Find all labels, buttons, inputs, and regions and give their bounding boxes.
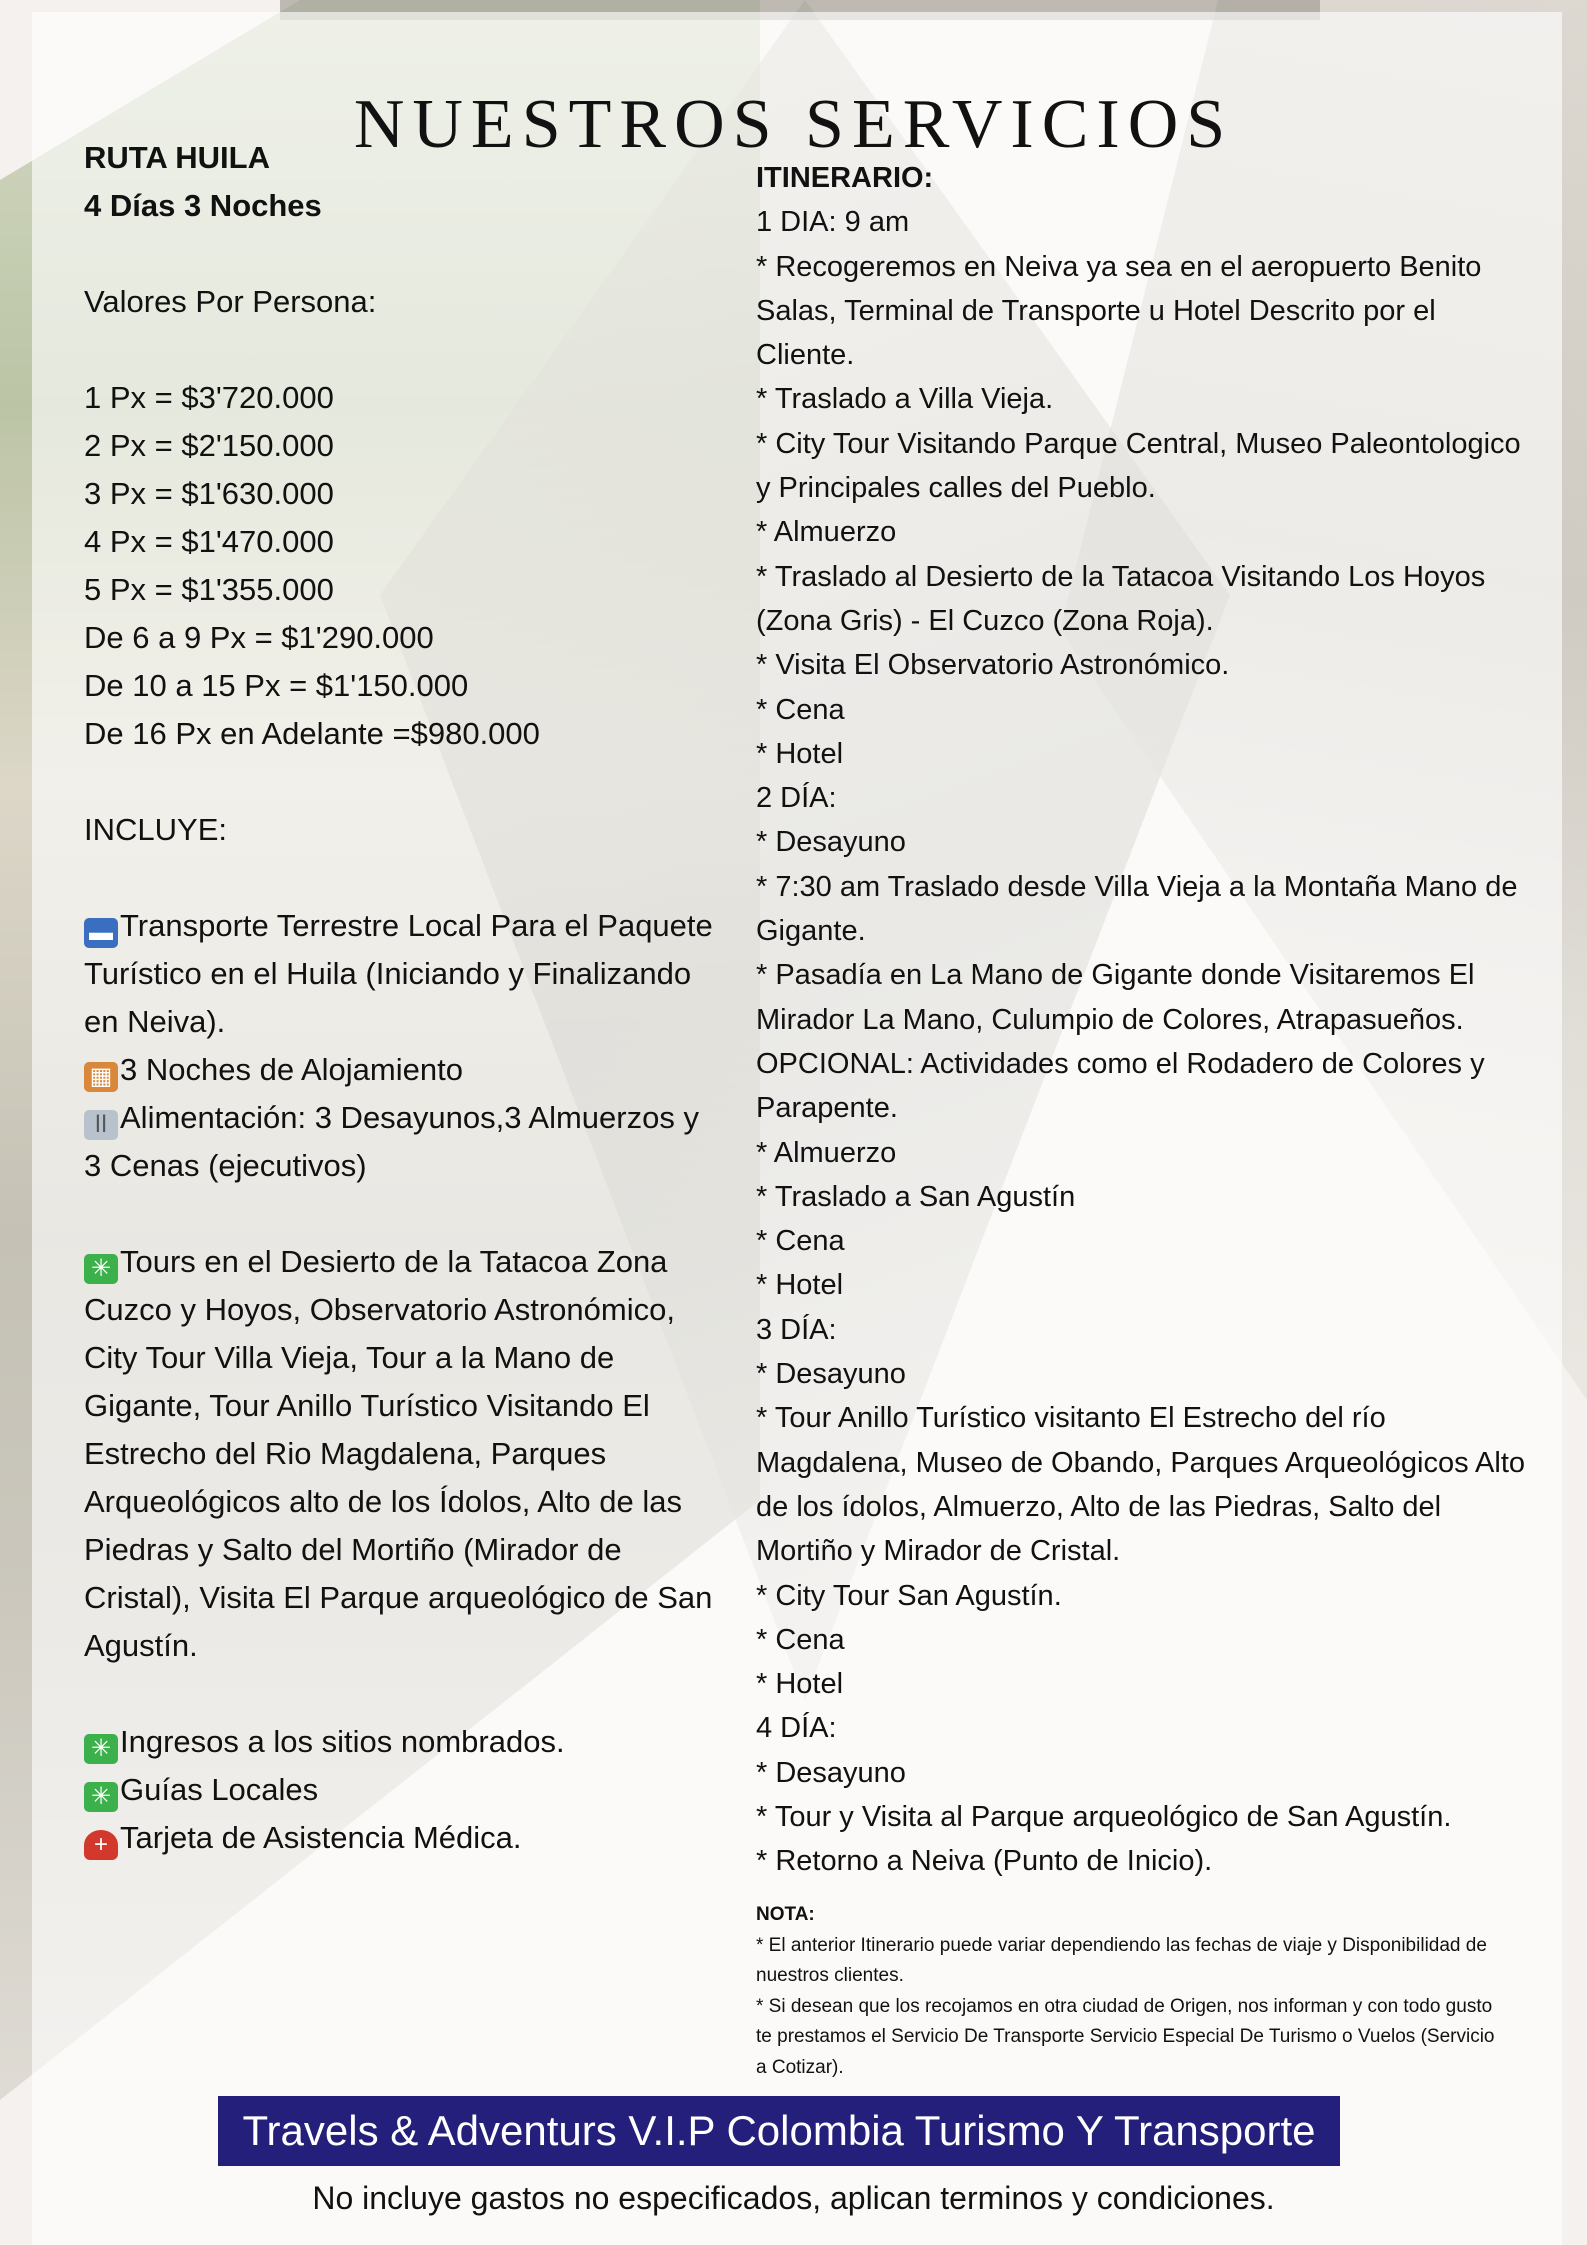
- itinerary-line: 3 DÍA:: [756, 1313, 837, 1346]
- sparkle-icon: ✳: [84, 1782, 118, 1812]
- sparkle-icon: ✳: [84, 1734, 118, 1764]
- itinerary-line: * Pasadía en La Mano de Gigante donde Visitaremos El Mirador La Mano, Culumpio de Colores, Atrapasueños.: [756, 959, 1475, 1036]
- itinerary-line: * City Tour Visitando Parque Central, Museo Paleontologico y Principales calles del Pueblo.: [756, 427, 1521, 505]
- note-line: * El anterior Itinerario puede variar dependiendo las fechas de viaje y Disponibilidad de nuestros clientes.: [756, 1934, 1487, 1986]
- itinerary-line: * Almuerzo: [756, 1136, 897, 1169]
- note-section: [756, 1900, 1496, 2083]
- price-item: 3 Px = $1'630.000: [84, 476, 334, 511]
- itinerary-line: * Traslado al Desierto de la Tatacoa Visitando Los Hoyos (Zona Gris) - El Cuzco (Zona Roja).: [756, 560, 1486, 637]
- itinerary-line: * Visita El Observatorio Astronómico.: [756, 649, 1230, 682]
- route-duration: 4 Días 3 Noches: [84, 188, 322, 223]
- itinerary-line: 2 DÍA:: [756, 782, 837, 815]
- itinerary-line: 1 DIA: 9 am: [756, 206, 910, 239]
- itinerary-line: * Almuerzo: [756, 516, 897, 549]
- itinerary-line: * Recogeremos en Neiva ya sea en el aeropuerto Benito Salas, Terminal de Transporte u Hotel Descrito por el Cliente.: [756, 250, 1482, 372]
- itinerary-line: * Hotel: [756, 1668, 844, 1701]
- itinerary-line: * Traslado a San Agustín: [756, 1180, 1076, 1213]
- sparkle-icon: ✳: [84, 1254, 118, 1284]
- price-item: 4 Px = $1'470.000: [84, 524, 334, 559]
- itinerary-list: [756, 200, 1536, 1883]
- itinerary-line: * Traslado a Villa Vieja.: [756, 383, 1054, 416]
- itinerary-heading: ITINERARIO:: [756, 162, 934, 194]
- itinerary-line: * Desayuno: [756, 826, 906, 859]
- itinerary-line: * Hotel: [756, 737, 844, 770]
- route-name: RUTA HUILA: [84, 140, 270, 175]
- itinerary-line: * Desayuno: [756, 1756, 906, 1789]
- itinerary-line: * Tour y Visita al Parque arqueológico de San Agustín.: [756, 1800, 1452, 1833]
- itinerary-line: * Cena: [756, 1623, 845, 1656]
- include-lodging: ▦ 3 Noches de Alojamiento: [84, 1046, 724, 1094]
- page-title: NUESTROS SERVICIOS: [353, 85, 1234, 163]
- include-food: ǀǀ Alimentación: 3 Desayunos,3 Almuerzos y 3 Cenas (ejecutivos): [84, 1100, 699, 1183]
- include-entries: ✳ Ingresos a los sitios nombrados.: [84, 1718, 724, 1766]
- include-medical: + Tarjeta de Asistencia Médica.: [84, 1814, 724, 1862]
- fork-knife-icon: ǀǀ: [84, 1110, 118, 1140]
- note-heading: NOTA:: [756, 1904, 815, 1925]
- note-line: * Si desean que los recojamos en otra ciudad de Origen, nos informan y con todo gusto te prestamos el Servicio De Transporte Servicio Especial De Turismo o Vuelos (Servicio a Cotizar).: [756, 1995, 1495, 2078]
- price-item: 1 Px = $3'720.000: [84, 380, 334, 415]
- hotel-icon: ▦: [84, 1062, 118, 1092]
- include-transport: ▬ Transporte Terrestre Local Para el Paquete Turístico en el Huila (Iniciando y Finalizando en Neiva).: [84, 908, 713, 1039]
- itinerary-line: * Desayuno: [756, 1358, 906, 1391]
- itinerary-line: * Tour Anillo Turístico visitanto El Estrecho del río Magdalena, Museo de Obando, Parques Arqueológicos Alto de los ídolos, Almuerzo, Alto de las Piedras, Salto del Mortiño y Mirador de Cristal.: [756, 1402, 1526, 1568]
- itinerary-line: * City Tour San Agustín.: [756, 1579, 1062, 1612]
- itinerary-column: [756, 156, 1536, 1884]
- price-item: 5 Px = $1'355.000: [84, 572, 334, 607]
- price-item: De 10 a 15 Px = $1'150.000: [84, 668, 469, 703]
- itinerary-line: * Cena: [756, 1225, 845, 1258]
- brand-banner: Travels & Adventurs V.I.P Colombia Turismo Y Transporte: [218, 2096, 1340, 2166]
- itinerary-line: OPCIONAL: Actividades como el Rodadero de Colores y Parapente.: [756, 1047, 1485, 1125]
- bus-icon: ▬: [84, 918, 118, 948]
- itinerary-line: * Cena: [756, 693, 845, 726]
- itinerary-line: * Hotel: [756, 1269, 844, 1302]
- itinerary-line: 4 DÍA:: [756, 1712, 837, 1745]
- price-item: 2 Px = $2'150.000: [84, 428, 334, 463]
- include-guides: ✳ Guías Locales: [84, 1766, 724, 1814]
- price-item: De 6 a 9 Px = $1'290.000: [84, 620, 434, 655]
- include-tours: ✳ Tours en el Desierto de la Tatacoa Zona Cuzco y Hoyos, Observatorio Astronómico, City Tour Villa Vieja, Tour a la Mano de Gigante, Tour Anillo Turístico Visitando El Estrecho del Rio Magdalena, Parques Arqueológicos alto de los Ídolos, Alto de las Piedras y Salto del Mortiño (Mirador de Cristal), Visita El Parque arqueológico de San Agustín.: [84, 1244, 713, 1663]
- itinerary-line: * Retorno a Neiva (Punto de Inicio).: [756, 1845, 1213, 1878]
- rescue-helmet-icon: +: [84, 1830, 118, 1860]
- price-item: De 16 Px en Adelante =$980.000: [84, 716, 540, 751]
- price-list: [84, 374, 724, 758]
- package-column: [84, 134, 724, 1862]
- prices-heading: Valores Por Persona:: [84, 284, 377, 319]
- includes-heading: INCLUYE:: [84, 812, 227, 847]
- disclaimer: No incluye gastos no especificados, aplican terminos y condiciones.: [312, 2180, 1275, 2216]
- itinerary-line: * 7:30 am Traslado desde Villa Vieja a la Montaña Mano de Gigante.: [756, 870, 1518, 948]
